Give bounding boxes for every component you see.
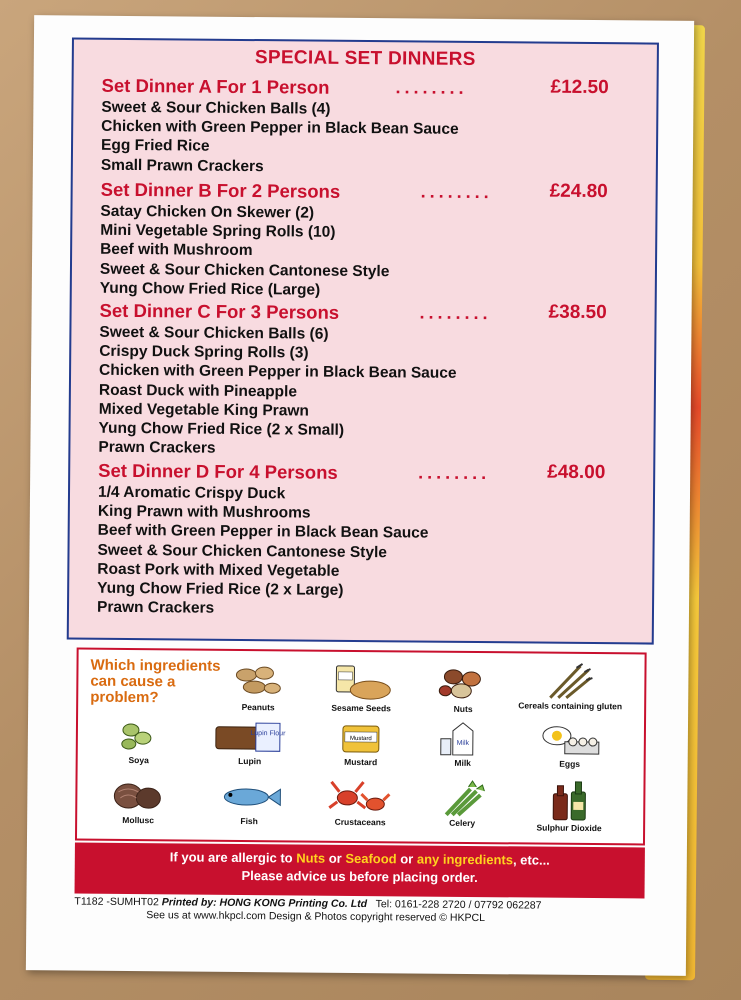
allergen-panel xyxy=(75,648,647,846)
dish-item: Sweet & Sour Chicken Cantonese Style xyxy=(97,541,388,561)
allergen-label: Soya xyxy=(128,754,149,766)
set-c-price: £38.50 xyxy=(548,301,607,324)
set-dinners-panel xyxy=(67,37,659,644)
dish-item: Prawn Crackers xyxy=(98,438,216,457)
banner-text: , etc... xyxy=(512,852,550,868)
soya-icon xyxy=(109,718,169,755)
sesame-seeds-icon xyxy=(326,662,396,703)
set-b-heading: Set Dinner B For 2 Persons xyxy=(100,178,341,202)
dish-item: Roast Duck with Pineapple xyxy=(98,381,298,401)
allergen-mollusc xyxy=(83,778,193,826)
mustard-jar-label: Mustard xyxy=(350,735,372,743)
milk-carton-label: Milk xyxy=(456,739,470,747)
allergen-nuts xyxy=(408,662,518,714)
lupin-icon xyxy=(210,719,290,756)
allergen-lupin xyxy=(195,719,305,767)
nuts-icon xyxy=(433,663,493,704)
allergy-warning-banner xyxy=(75,843,645,899)
dish-item: Beef with Green Pepper in Black Bean Sauce xyxy=(97,522,429,543)
print-code: T1182 -SUMHT02 xyxy=(74,895,159,909)
fish-icon xyxy=(214,779,284,816)
dish-item: Prawn Crackers xyxy=(96,598,215,617)
mollusc-icon xyxy=(108,778,168,815)
set-b-dishes xyxy=(100,202,390,301)
lupin-pack-label: Lupin Flour xyxy=(250,730,286,738)
set-c-dishes xyxy=(98,323,457,461)
allergen-label: Fish xyxy=(240,815,258,827)
allergen-label: Peanuts xyxy=(241,701,275,713)
dish-item: Yung Chow Fried Rice (Large) xyxy=(99,279,321,299)
allergen-label: Nuts xyxy=(453,703,473,714)
milk-icon xyxy=(433,721,493,758)
allergen-celery xyxy=(407,778,517,828)
set-a-dishes xyxy=(101,98,459,178)
allergen-title: Which ingredients can cause a problem? xyxy=(90,656,221,707)
allergen-sesame xyxy=(306,662,416,714)
dish-item: 1/4 Aromatic Crispy Duck xyxy=(97,483,286,503)
set-c-dots: ........ xyxy=(419,302,492,324)
allergen-label: Milk xyxy=(454,757,471,768)
dish-item: Sweet & Sour Chicken Balls (6) xyxy=(99,323,329,343)
allergen-crustaceans xyxy=(305,778,415,828)
dish-item: Roast Pork with Mixed Vegetable xyxy=(97,560,340,580)
peanuts-icon xyxy=(228,661,288,702)
eggs-icon xyxy=(535,722,605,759)
set-b-dots: ........ xyxy=(420,181,493,203)
dish-item: Satay Chicken On Skewer (2) xyxy=(100,202,315,222)
dish-item: Mixed Vegetable King Prawn xyxy=(98,400,309,420)
menu-page xyxy=(26,15,694,976)
set-b-price: £24.80 xyxy=(549,180,608,203)
mustard-icon xyxy=(331,720,391,757)
printer-credit xyxy=(74,896,541,912)
dish-item: Beef with Mushroom xyxy=(100,241,253,260)
printer-website: See us at www.hkpcl.com Design & Photos copyright reserved © HKPCL xyxy=(146,909,486,925)
set-d-heading: Set Dinner D For 4 Persons xyxy=(98,459,338,483)
set-d-dishes xyxy=(97,483,429,620)
celery-icon xyxy=(432,779,492,818)
banner-highlight-nuts: Nuts xyxy=(296,850,326,866)
allergen-label: Mollusc xyxy=(122,814,155,826)
cereals-icon xyxy=(540,660,600,701)
menu-title: SPECIAL SET DINNERS xyxy=(254,47,476,70)
printer-phone: Tel: 0161-228 2720 / 07792 062287 xyxy=(375,898,542,912)
set-d-dots: ........ xyxy=(418,462,491,484)
dish-item: King Prawn with Mushrooms xyxy=(97,502,311,522)
dish-item: Crispy Duck Spring Rolls (3) xyxy=(99,342,309,362)
allergen-label: Eggs xyxy=(559,758,581,769)
allergen-sulphur xyxy=(514,779,624,833)
allergen-label: Mustard xyxy=(344,756,378,768)
banner-text: or xyxy=(396,851,417,867)
allergen-label: Lupin xyxy=(238,755,262,767)
allergen-milk xyxy=(408,720,518,768)
allergen-fish xyxy=(194,779,304,827)
dish-item: Sweet & Sour Chicken Balls (4) xyxy=(101,98,331,118)
allergen-label: Crustaceans xyxy=(334,816,386,828)
allergen-label: Celery xyxy=(449,817,476,829)
allergen-label: Sulphur Dioxide xyxy=(536,822,602,834)
allergen-mustard xyxy=(306,720,416,768)
allergen-soya xyxy=(84,718,194,766)
banner-text: or xyxy=(325,850,346,866)
dish-item: Sweet & Sour Chicken Cantonese Style xyxy=(99,260,390,280)
sulphur-dioxide-icon xyxy=(539,780,599,823)
allergen-label: Sesame Seeds xyxy=(331,702,391,714)
set-a-price: £12.50 xyxy=(550,76,609,99)
dish-item: Yung Chow Fried Rice (2 x Small) xyxy=(98,419,345,439)
dish-item: Mini Vegetable Spring Rolls (10) xyxy=(100,221,336,241)
allergen-cereals xyxy=(515,659,625,711)
dish-item: Chicken with Green Pepper in Black Bean Sauce xyxy=(101,117,459,139)
banner-highlight-any: any ingredients xyxy=(416,851,514,868)
crustaceans-icon xyxy=(325,778,395,817)
printed-by: Printed by: HONG KONG Printing Co. Ltd xyxy=(161,896,368,911)
dish-item: Small Prawn Crackers xyxy=(100,156,264,175)
allergen-label: Cereals containing gluten xyxy=(518,700,623,712)
banner-highlight-seafood: Seafood xyxy=(345,850,397,867)
banner-text: If you are allergic to xyxy=(169,849,297,866)
allergen-peanuts xyxy=(203,661,313,713)
dish-item: Chicken with Green Pepper in Black Bean Sauce xyxy=(99,362,457,383)
allergen-eggs xyxy=(515,721,625,769)
set-d-price: £48.00 xyxy=(547,461,606,484)
set-c-heading: Set Dinner C For 3 Persons xyxy=(99,299,340,323)
dish-item: Yung Chow Fried Rice (2 x Large) xyxy=(97,579,344,599)
set-a-dots: ........ xyxy=(395,77,468,98)
dish-item: Egg Fried Rice xyxy=(100,137,210,156)
banner-line-2: Please advice us before placing order. xyxy=(241,867,478,886)
set-a-heading: Set Dinner A For 1 Person xyxy=(101,74,330,98)
